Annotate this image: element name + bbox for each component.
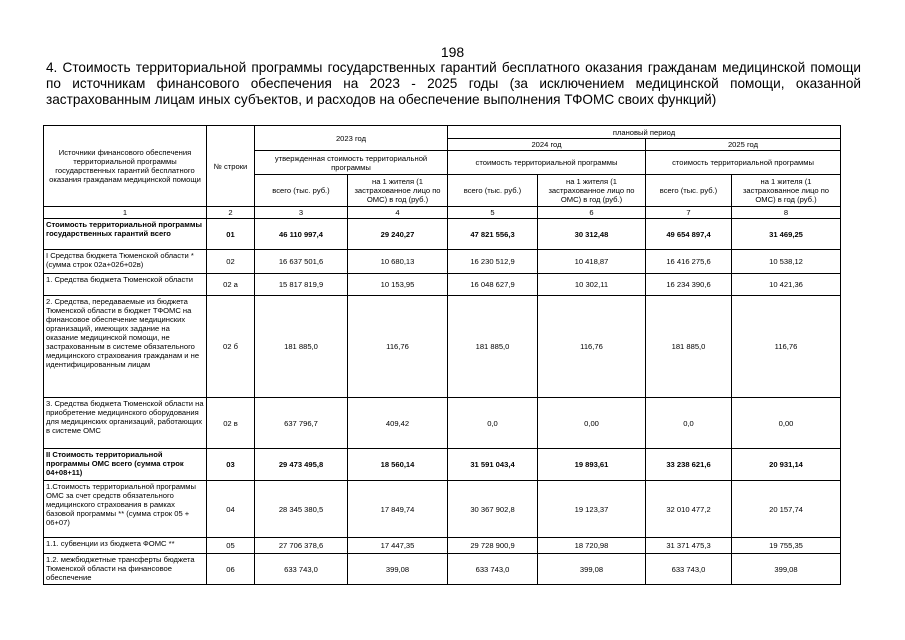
cell-per-capita-2023: 10 680,13 <box>348 250 448 274</box>
row-code: 04 <box>207 481 255 538</box>
cell-total-2024: 181 885,0 <box>448 296 538 398</box>
cell-total-2023: 637 796,7 <box>255 398 348 449</box>
cell-total-2024: 31 591 043,4 <box>448 449 538 481</box>
table-row <box>44 274 841 296</box>
cell-per-capita-2024: 10 418,87 <box>538 250 646 274</box>
row-code: 03 <box>207 449 255 481</box>
cell-total-2025: 32 010 477,2 <box>646 481 732 538</box>
column-number-row <box>44 207 841 219</box>
cell-per-capita-2023: 18 560,14 <box>348 449 448 481</box>
header-total-2024: всего (тыс. руб.) <box>448 175 538 207</box>
header-program-cost-2024: стоимость территориальной программы <box>448 151 646 175</box>
cell-total-2024: 16 230 512,9 <box>448 250 538 274</box>
table-row <box>44 481 841 538</box>
column-number: 1 <box>44 207 207 219</box>
cell-total-2023: 16 637 501,6 <box>255 250 348 274</box>
cell-per-capita-2023: 399,08 <box>348 554 448 585</box>
cell-total-2023: 29 473 495,8 <box>255 449 348 481</box>
header-program-cost-2025: стоимость территориальной программы <box>646 151 841 175</box>
row-label: 3. Средства бюджета Тюменской области на приобретение медицинского оборудования для медицинских организаций, работающих в системе ОМС <box>44 398 207 449</box>
cell-total-2025: 33 238 621,6 <box>646 449 732 481</box>
row-label: Стоимость территориальной программы государственных гарантий всего <box>44 219 207 250</box>
cell-total-2025: 0,0 <box>646 398 732 449</box>
cell-total-2025: 181 885,0 <box>646 296 732 398</box>
column-number: 8 <box>732 207 841 219</box>
column-number: 5 <box>448 207 538 219</box>
cell-total-2023: 181 885,0 <box>255 296 348 398</box>
cell-per-capita-2023: 10 153,95 <box>348 274 448 296</box>
cell-total-2025: 633 743,0 <box>646 554 732 585</box>
column-number: 7 <box>646 207 732 219</box>
table-row <box>44 449 841 481</box>
header-planned-period: плановый период <box>448 126 841 139</box>
page-number: 198 <box>440 44 465 60</box>
row-label: 1.Стоимость территориальной программы ОМС за счет средств обязательного медицинского страхования в рамках базовой программы ** (сумма строк 05 + 06+07) <box>44 481 207 538</box>
cell-total-2023: 15 817 819,9 <box>255 274 348 296</box>
cell-per-capita-2025: 10 421,36 <box>732 274 841 296</box>
cell-per-capita-2025: 10 538,12 <box>732 250 841 274</box>
cell-per-capita-2023: 17 849,74 <box>348 481 448 538</box>
header-per-capita-2024: на 1 жителя (1 застрахованное лицо по ОМС) в год (руб.) <box>538 175 646 207</box>
cell-total-2023: 28 345 380,5 <box>255 481 348 538</box>
header-year-2024: 2024 год <box>448 139 646 151</box>
table-row <box>44 219 841 250</box>
financing-table <box>43 125 841 585</box>
row-code: 02 б <box>207 296 255 398</box>
row-code: 06 <box>207 554 255 585</box>
cell-per-capita-2023: 29 240,27 <box>348 219 448 250</box>
table-row <box>44 554 841 585</box>
row-label: II Стоимость территориальной программы ОМС всего (сумма строк 04+08+11) <box>44 449 207 481</box>
cell-total-2023: 633 743,0 <box>255 554 348 585</box>
header-row-number: № строки <box>207 126 255 207</box>
row-code: 05 <box>207 538 255 554</box>
document-title: 4. Стоимость территориальной программы государственных гарантий бесплатного оказания гражданам медицинской помощи по источникам финансового обеспечения на 2023 - 2025 годы (за исключением медицинской помощи, оказанной застрахованным лицам иных субъектов, и расходов на обеспечение выполнения ТФОМС своих функций) <box>46 60 861 107</box>
header-year-2023: 2023 год <box>255 126 448 151</box>
column-number: 3 <box>255 207 348 219</box>
cell-per-capita-2024: 10 302,11 <box>538 274 646 296</box>
cell-total-2025: 31 371 475,3 <box>646 538 732 554</box>
cell-per-capita-2023: 17 447,35 <box>348 538 448 554</box>
header-approved-cost: утвержденная стоимость территориальной программы <box>255 151 448 175</box>
cell-per-capita-2024: 116,76 <box>538 296 646 398</box>
row-code: 02 а <box>207 274 255 296</box>
cell-total-2024: 47 821 556,3 <box>448 219 538 250</box>
header-per-capita-2023: на 1 жителя (1 застрахованное лицо по ОМС) в год (руб.) <box>348 175 448 207</box>
header-year-2025: 2025 год <box>646 139 841 151</box>
row-code: 02 <box>207 250 255 274</box>
cell-total-2023: 27 706 378,6 <box>255 538 348 554</box>
cell-per-capita-2025: 20 157,74 <box>732 481 841 538</box>
cell-total-2025: 16 416 275,6 <box>646 250 732 274</box>
cell-per-capita-2024: 19 123,37 <box>538 481 646 538</box>
cell-per-capita-2025: 116,76 <box>732 296 841 398</box>
cell-per-capita-2025: 31 469,25 <box>732 219 841 250</box>
row-label: 1. Средства бюджета Тюменской области <box>44 274 207 296</box>
cell-per-capita-2024: 30 312,48 <box>538 219 646 250</box>
row-code: 02 в <box>207 398 255 449</box>
cell-per-capita-2024: 19 893,61 <box>538 449 646 481</box>
cell-per-capita-2023: 409,42 <box>348 398 448 449</box>
cell-total-2023: 46 110 997,4 <box>255 219 348 250</box>
cell-total-2025: 16 234 390,6 <box>646 274 732 296</box>
cell-total-2024: 30 367 902,8 <box>448 481 538 538</box>
cell-total-2024: 29 728 900,9 <box>448 538 538 554</box>
table-row <box>44 250 841 274</box>
header-total-2023: всего (тыс. руб.) <box>255 175 348 207</box>
table-row <box>44 296 841 398</box>
cell-total-2024: 633 743,0 <box>448 554 538 585</box>
column-number: 2 <box>207 207 255 219</box>
cell-per-capita-2024: 18 720,98 <box>538 538 646 554</box>
header-per-capita-2025: на 1 жителя (1 застрахованное лицо по ОМС) в год (руб.) <box>732 175 841 207</box>
table-row <box>44 398 841 449</box>
cell-per-capita-2025: 399,08 <box>732 554 841 585</box>
cell-per-capita-2025: 19 755,35 <box>732 538 841 554</box>
cell-per-capita-2025: 0,00 <box>732 398 841 449</box>
row-label: I Средства бюджета Тюменской области * (сумма строк 02а+02б+02в) <box>44 250 207 274</box>
cell-per-capita-2025: 20 931,14 <box>732 449 841 481</box>
cell-total-2024: 0,0 <box>448 398 538 449</box>
header-total-2025: всего (тыс. руб.) <box>646 175 732 207</box>
row-label: 1.2. межбюджетные трансферты бюджета Тюменской области на финансовое обеспечение <box>44 554 207 585</box>
column-number: 6 <box>538 207 646 219</box>
row-code: 01 <box>207 219 255 250</box>
row-label: 1.1. субвенции из бюджета ФОМС ** <box>44 538 207 554</box>
header-sources: Источники финансового обеспечения территориальной программы государственных гарантий бесплатного оказания гражданам медицинской помощи <box>44 126 207 207</box>
row-label: 2. Средства, передаваемые из бюджета Тюменской области в бюджет ТФОМС на финансовое обеспечение медицинских организаций, имеющих задание на оказание медицинской помощи, не застрахованным в системе обязательного медицинского страхования гражданам и не идентифицированным лицам <box>44 296 207 398</box>
column-number: 4 <box>348 207 448 219</box>
cell-per-capita-2023: 116,76 <box>348 296 448 398</box>
cell-per-capita-2024: 399,08 <box>538 554 646 585</box>
cell-per-capita-2024: 0,00 <box>538 398 646 449</box>
cell-total-2024: 16 048 627,9 <box>448 274 538 296</box>
cell-total-2025: 49 654 897,4 <box>646 219 732 250</box>
table-row <box>44 538 841 554</box>
